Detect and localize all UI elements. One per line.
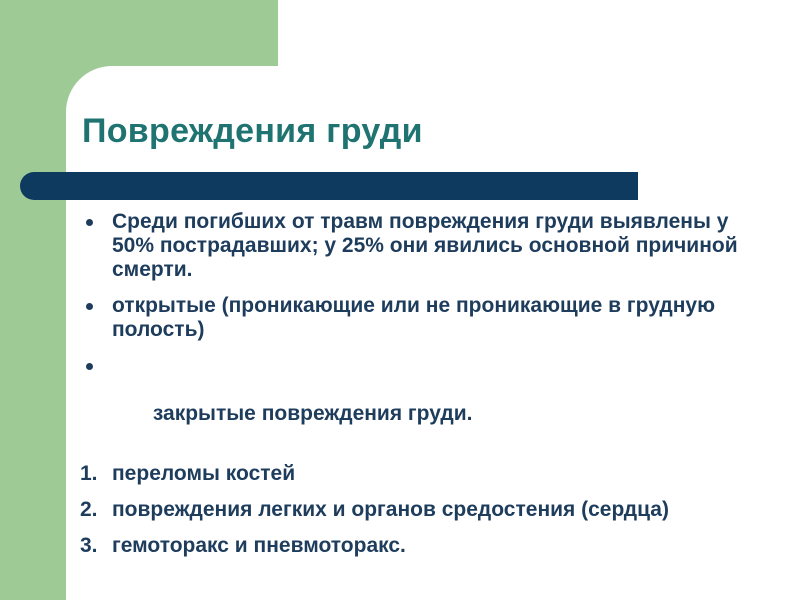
item-number: 1. bbox=[80, 462, 98, 485]
bullet-text: Среди погибших от травм повреждения груди выявлены у 50% пострадавших; у 25% они явились основной причиной смерти. bbox=[112, 210, 738, 281]
bullet-dot-icon bbox=[86, 303, 93, 310]
numbered-text: переломы костей bbox=[112, 462, 296, 485]
numbered-text: гемоторакс и пневмоторакс. bbox=[112, 534, 406, 557]
bullet-item bbox=[80, 354, 760, 450]
numbered-item bbox=[80, 462, 760, 486]
bullet-dot-icon bbox=[86, 219, 93, 226]
numbered-item bbox=[80, 534, 760, 558]
slide-body bbox=[80, 210, 760, 570]
bullet-text: открытые (проникающие или не проникающие в грудную полость) bbox=[112, 294, 716, 341]
bullet-item bbox=[80, 210, 760, 282]
title-underline-bar bbox=[20, 172, 638, 200]
slide-title: Повреждения груди bbox=[82, 112, 423, 150]
numbered-text: повреждения легких и органов средостения (сердца) bbox=[112, 498, 669, 521]
bullet-dot-icon bbox=[86, 363, 93, 370]
numbered-item bbox=[80, 498, 760, 522]
item-number: 3. bbox=[80, 534, 98, 557]
bullet-item bbox=[80, 294, 760, 342]
bullet-text: закрытые повреждения груди. bbox=[147, 402, 473, 425]
item-number: 2. bbox=[80, 498, 98, 521]
